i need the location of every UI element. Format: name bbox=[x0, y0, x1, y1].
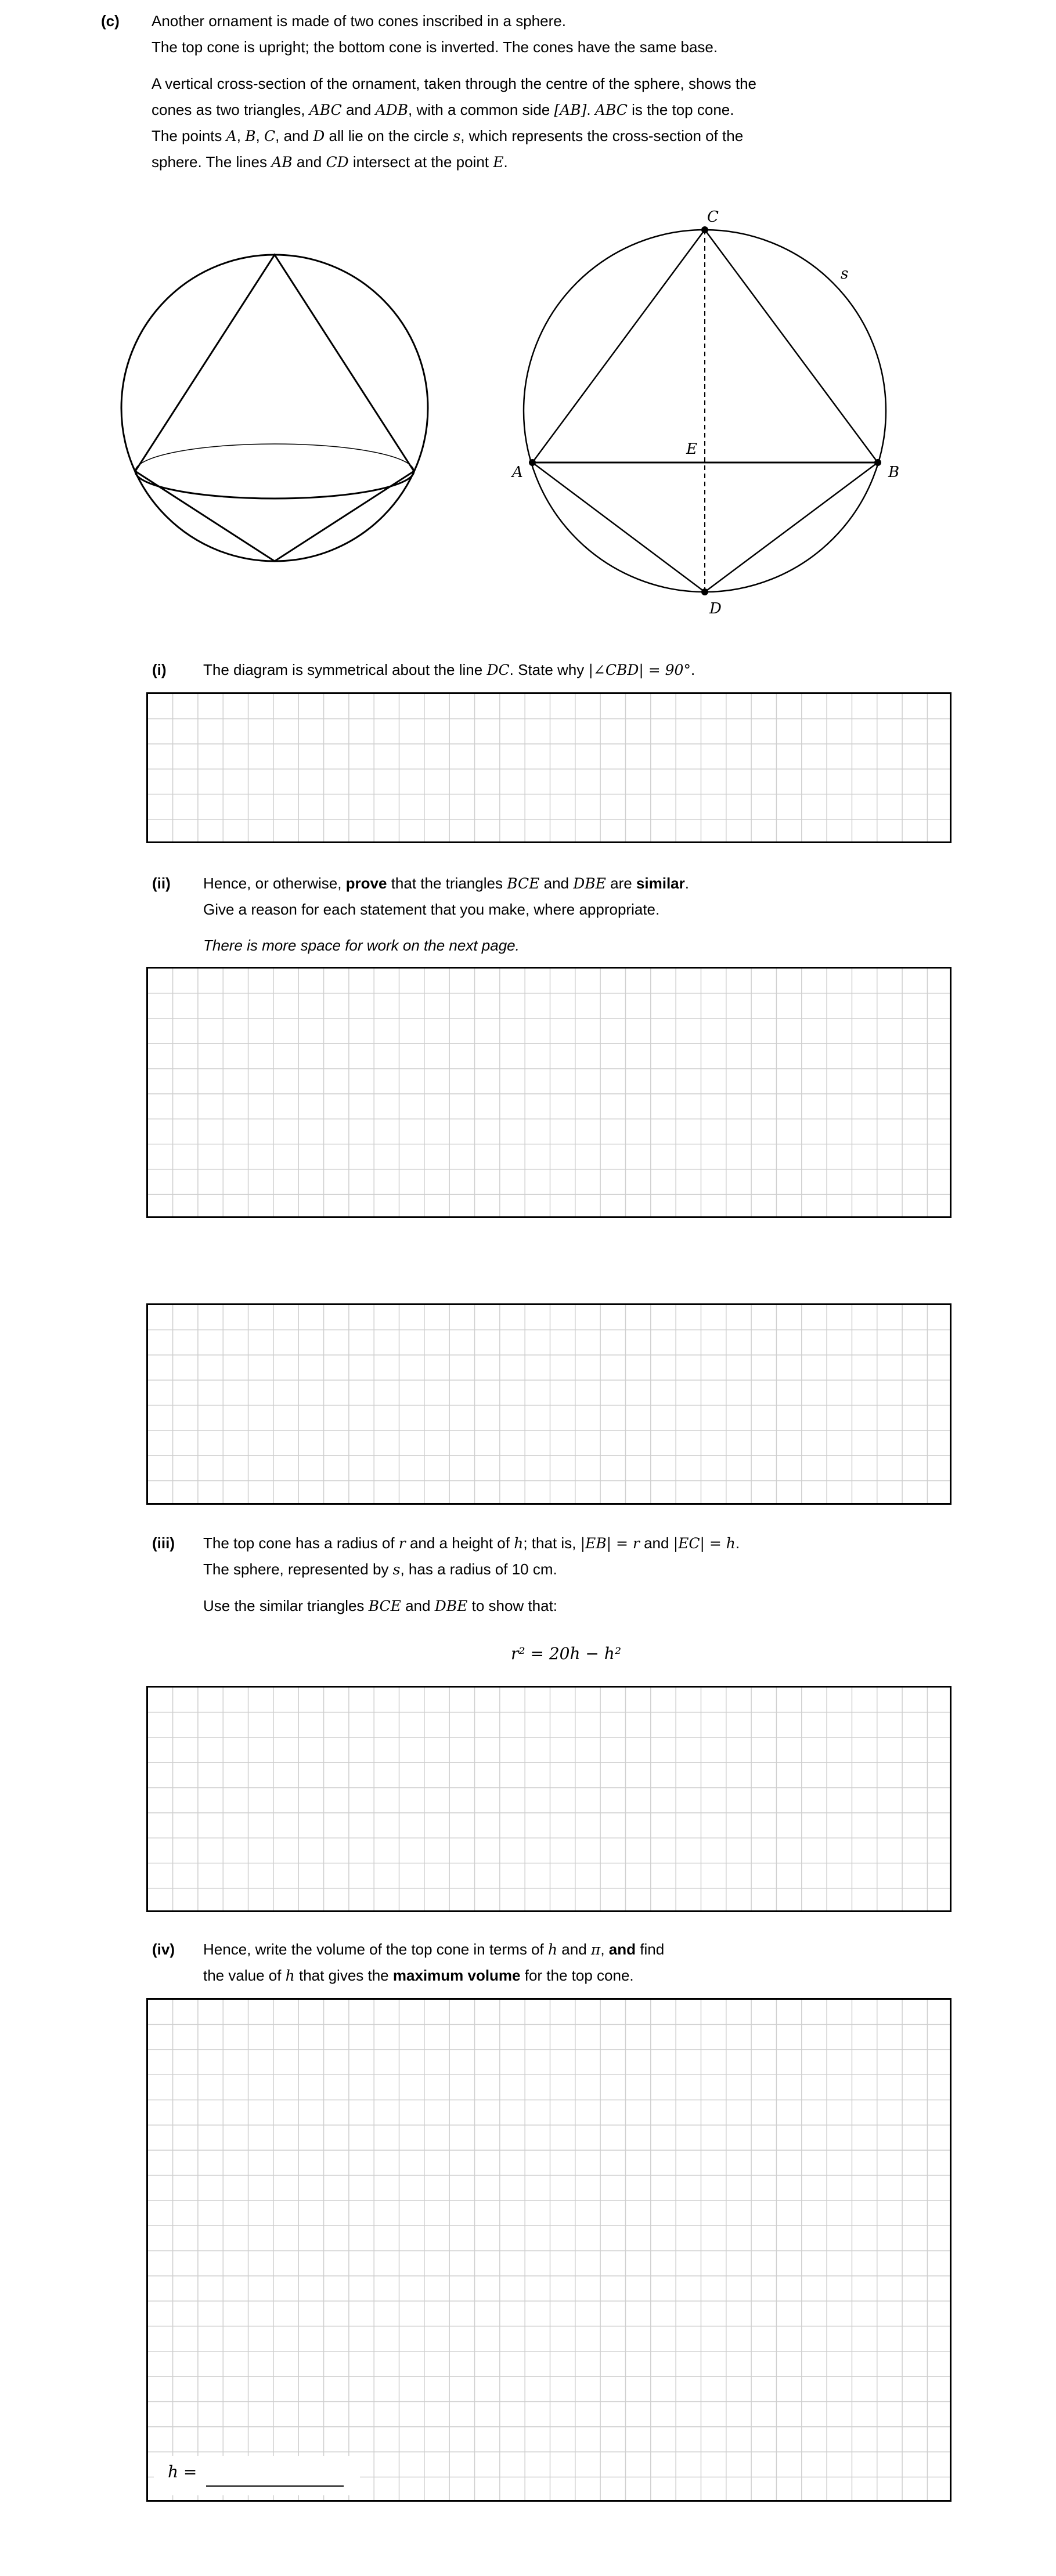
bold-text: maximum volume bbox=[392, 1967, 521, 1984]
point-d bbox=[701, 588, 708, 595]
answer-grid-i[interactable] bbox=[146, 692, 952, 843]
text: Use the similar triangles bbox=[203, 1597, 369, 1614]
math: ADB bbox=[375, 102, 409, 118]
text: and a height of bbox=[405, 1534, 514, 1552]
question-iii-line-3 bbox=[203, 1593, 557, 1619]
text: The sphere, represented by bbox=[203, 1560, 393, 1578]
question-iii-formula: r² = 20h − h² bbox=[511, 1644, 622, 1663]
text: are bbox=[606, 875, 636, 892]
label-e: E bbox=[686, 440, 697, 458]
text: , bbox=[600, 1941, 609, 1958]
intro-line-1: Another ornament is made of two cones inscribed in a sphere. bbox=[152, 12, 566, 30]
math: s bbox=[453, 128, 461, 144]
math: BCE bbox=[368, 1598, 401, 1614]
label-s: s bbox=[841, 265, 849, 283]
ornament-diagrams bbox=[0, 0, 1056, 638]
question-i-label: (i) bbox=[152, 661, 167, 678]
text: and bbox=[539, 875, 574, 892]
bold-text: similar bbox=[636, 875, 685, 892]
point-b bbox=[874, 459, 881, 466]
point-a bbox=[529, 459, 536, 466]
question-ii-line-2: Give a reason for each statement that you make, where appropriate. bbox=[203, 901, 660, 918]
text: , which represents the cross-section of the bbox=[460, 127, 744, 144]
text: intersect at the point bbox=[348, 153, 493, 171]
text: and bbox=[341, 101, 376, 118]
math: |∠CBD| = 90° bbox=[588, 662, 691, 678]
math: r bbox=[398, 1535, 406, 1552]
text: that gives the bbox=[294, 1967, 393, 1984]
text: is the top cone. bbox=[627, 101, 734, 118]
question-ii-text bbox=[203, 870, 689, 897]
text: . State why bbox=[509, 661, 589, 678]
text: , has a radius of 10 cm. bbox=[400, 1560, 557, 1578]
math: ABC bbox=[309, 102, 342, 118]
label-d: D bbox=[709, 600, 722, 617]
math: A bbox=[226, 128, 237, 144]
bold-text: prove bbox=[345, 875, 387, 892]
text: . bbox=[735, 1534, 740, 1552]
text: find bbox=[636, 1941, 665, 1958]
question-iii-line-2 bbox=[203, 1556, 557, 1583]
point-c bbox=[701, 226, 708, 233]
text: sphere. The lines bbox=[152, 153, 272, 171]
question-ii-note: There is more space for work on the next page. bbox=[203, 937, 520, 954]
math: |EB| = r bbox=[580, 1535, 640, 1552]
answer-h-line[interactable] bbox=[206, 2485, 344, 2487]
cone-base-front bbox=[135, 471, 414, 498]
answer-grid-iv[interactable] bbox=[146, 1998, 952, 2502]
math: [AB] bbox=[554, 102, 587, 118]
text: for the top cone. bbox=[520, 1967, 634, 1984]
sphere-outline bbox=[121, 255, 428, 561]
math: h bbox=[514, 1535, 524, 1552]
bottom-cone bbox=[135, 471, 414, 561]
text: and bbox=[639, 1534, 673, 1552]
math: DBE bbox=[573, 875, 606, 892]
text: and bbox=[401, 1597, 435, 1614]
math: D bbox=[313, 128, 325, 144]
text: ; that is, bbox=[523, 1534, 581, 1552]
math: AB bbox=[271, 154, 293, 171]
text: , bbox=[255, 127, 264, 144]
math: DBE bbox=[434, 1598, 468, 1614]
text: The diagram is symmetrical about the line bbox=[203, 661, 487, 678]
label-a: A bbox=[512, 464, 523, 481]
text: Hence, or otherwise, bbox=[203, 875, 346, 892]
ornament-3d-figure bbox=[121, 255, 428, 561]
text: all lie on the circle bbox=[325, 127, 453, 144]
text: that the triangles bbox=[387, 875, 507, 892]
text: . bbox=[503, 153, 508, 171]
text: , with a common side bbox=[408, 101, 554, 118]
answer-grid-iii[interactable] bbox=[146, 1686, 952, 1912]
question-i-text bbox=[203, 657, 695, 683]
text: The points bbox=[152, 127, 226, 144]
cone-base-back bbox=[135, 444, 414, 471]
text: . bbox=[690, 661, 695, 678]
answer-h-label: h = bbox=[168, 2462, 197, 2481]
text: cones as two triangles, bbox=[152, 101, 309, 118]
text: and bbox=[557, 1941, 591, 1958]
math: C bbox=[264, 128, 276, 144]
part-label: (c) bbox=[101, 12, 120, 30]
math: DC bbox=[486, 662, 510, 678]
math: ABC bbox=[594, 102, 628, 118]
text: . bbox=[586, 101, 595, 118]
bold-text: and bbox=[608, 1941, 636, 1958]
text: the value of bbox=[203, 1967, 286, 1984]
text: , bbox=[236, 127, 246, 144]
text: Hence, write the volume of the top cone in terms of bbox=[203, 1941, 548, 1958]
text: and bbox=[292, 153, 326, 171]
text: to show that: bbox=[467, 1597, 558, 1614]
question-iv-text bbox=[203, 1936, 664, 1963]
question-iii-label: (iii) bbox=[152, 1534, 175, 1552]
math: BCE bbox=[507, 875, 540, 892]
question-iii-text bbox=[203, 1530, 740, 1556]
answer-grid-ii-continued[interactable] bbox=[146, 1303, 952, 1505]
math: h bbox=[547, 1941, 558, 1958]
math: s bbox=[392, 1561, 401, 1578]
text: . bbox=[684, 875, 689, 892]
answer-grid-ii[interactable] bbox=[146, 967, 952, 1218]
question-iv-label: (iv) bbox=[152, 1941, 175, 1958]
cross-section-figure bbox=[524, 230, 886, 592]
question-ii-label: (ii) bbox=[152, 875, 171, 892]
math: h bbox=[285, 1967, 295, 1984]
text: , and bbox=[275, 127, 313, 144]
math: CD bbox=[326, 154, 349, 171]
math: E bbox=[493, 154, 504, 171]
label-b: B bbox=[888, 464, 900, 481]
math: π bbox=[590, 1941, 601, 1958]
top-cone bbox=[135, 255, 414, 471]
math: B bbox=[245, 128, 256, 144]
label-c: C bbox=[707, 208, 719, 226]
para-line-1: A vertical cross-section of the ornament, taken through the centre of the sphere, shows the bbox=[152, 75, 757, 92]
question-iv-line-2 bbox=[203, 1963, 634, 1989]
text: The top cone has a radius of bbox=[203, 1534, 399, 1552]
math: |EC| = h bbox=[673, 1535, 736, 1552]
intro-line-2: The top cone is upright; the bottom cone is inverted. The cones have the same base. bbox=[152, 38, 718, 56]
